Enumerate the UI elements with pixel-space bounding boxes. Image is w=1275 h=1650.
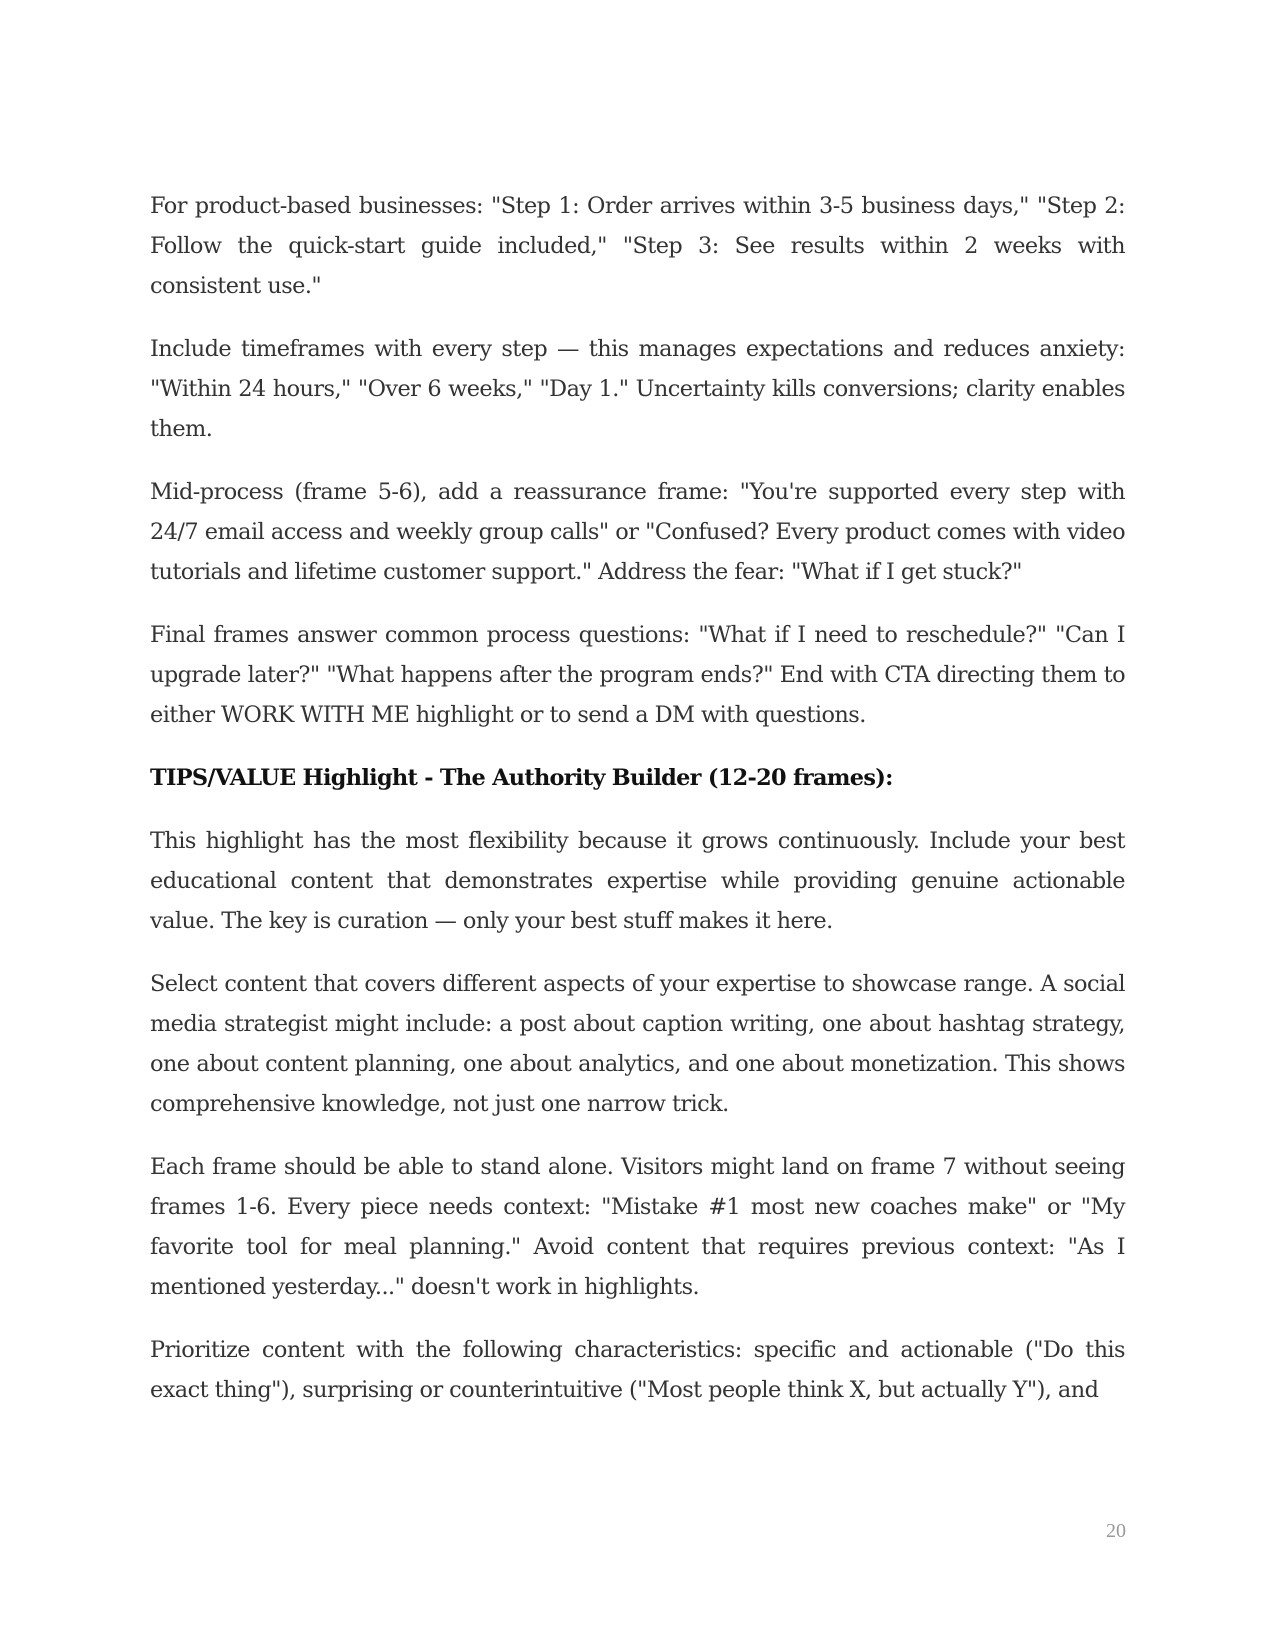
paragraph-stand-alone: Each frame should be able to stand alone. Visitors might land on frame 7 without seeing frames 1-6. Every piece needs context: "Mistake #1 most new coaches make" or "My favorite tool for meal planning." Avoid content that requires previous context: "As I mentioned yesterday..." doesn't work in highlights. <box>150 1154 1125 1300</box>
paragraph-prioritize-content: Prioritize content with the following characteristics: specific and actionable ("Do this exact thing"), surprising or counterintuitive ("Most people think X, but actually Y"), and <box>150 1337 1125 1403</box>
paragraph-final-frames: Final frames answer common process questions: "What if I need to reschedule?" "Can I upgrade later?" "What happens after the program ends?" End with CTA directing them to either WORK WITH ME highlight or to send a DM with questions. <box>150 622 1125 728</box>
paragraph-highlight-flexibility: This highlight has the most flexibility because it grows continuously. Include your best educational content that demonstrates expertise while providing genuine actionable value. The key is curation — only your best stuff makes it here. <box>150 828 1125 934</box>
paragraph-timeframes: Include timeframes with every step — this manages expectations and reduces anxiety: "Within 24 hours," "Over 6 weeks," "Day 1." Uncertainty kills conversions; clarity enables them. <box>150 336 1125 442</box>
page-number: 20 <box>1106 1520 1126 1542</box>
paragraph-reassurance-frame: Mid-process (frame 5-6), add a reassurance frame: "You're supported every step with 24/7 email access and weekly group calls" or "Confused? Every product comes with video tutorials and lifetime customer support." Address the fear: "What if I get stuck?" <box>150 479 1125 585</box>
page-body <box>150 186 1125 1433</box>
paragraph-product-steps: For product-based businesses: "Step 1: Order arrives within 3-5 business days," "Step 2: Follow the quick-start guide included," "Step 3: See results within 2 weeks with consistent use." <box>150 193 1125 299</box>
paragraph-select-content: Select content that covers different aspects of your expertise to showcase range. A social media strategist might include: a post about caption writing, one about hashtag strategy, one about content planning, one about analytics, and one about monetization. This shows comprehensive knowledge, not just one narrow trick. <box>150 971 1125 1117</box>
section-heading: TIPS/VALUE Highlight - The Authority Builder (12-20 frames): <box>150 765 893 791</box>
